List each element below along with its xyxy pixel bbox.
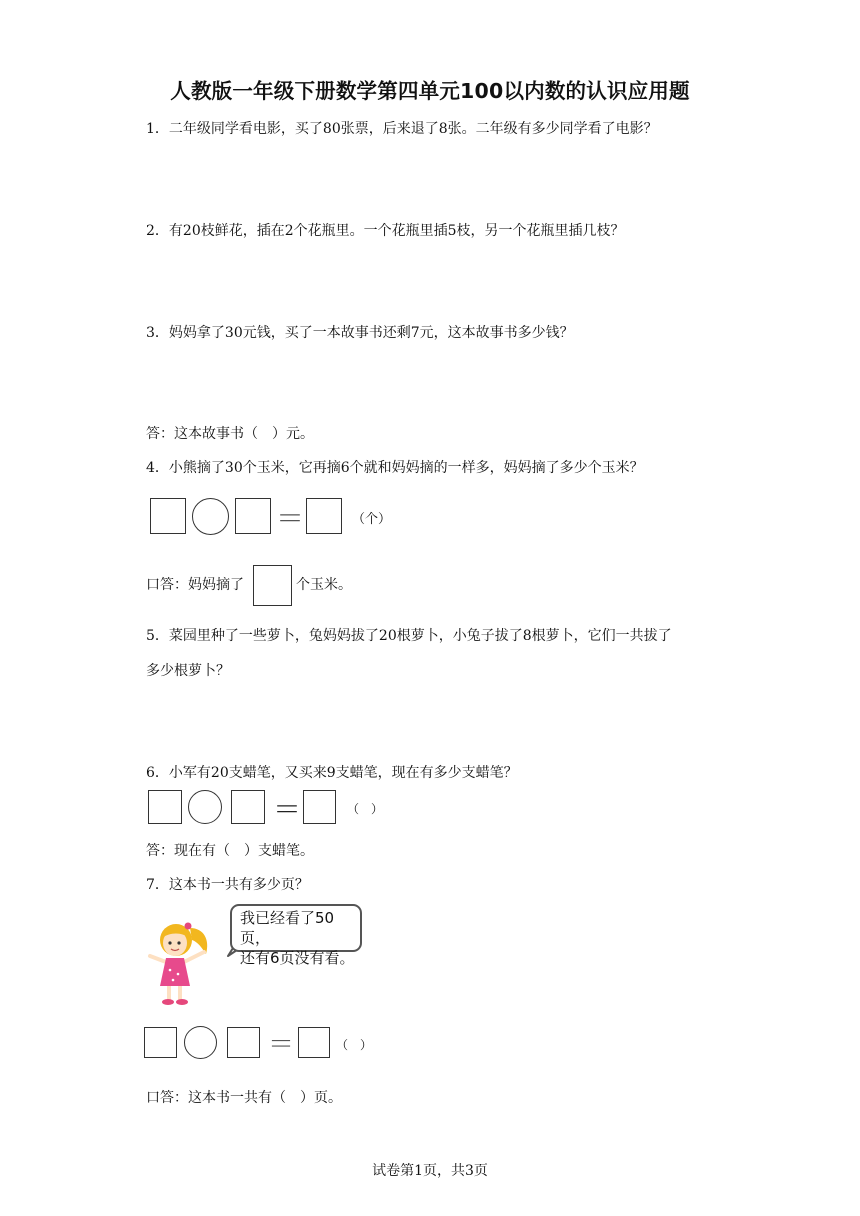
answer-box[interactable] [231,790,265,824]
question-7: 7．这本书一共有多少页？ [146,877,309,893]
operator-circle[interactable] [192,498,229,535]
answer-box[interactable] [148,790,182,824]
answer-box[interactable] [306,498,342,534]
equals-sign: ＝ [273,793,302,826]
answer-box[interactable] [303,790,336,824]
question-2: 2．有20枝鲜花，插在2个花瓶里。一个花瓶里插5枝，另一个花瓶里插几枝？ [146,223,625,239]
hair-icon [190,928,207,954]
question-7-answer: 口答：这本书一共有（ ）页。 [146,1090,342,1106]
operator-circle[interactable] [188,790,222,824]
question-3-answer: 答：这本故事书（ ）元。 [146,426,314,442]
answer-box[interactable] [298,1027,330,1058]
answer-box[interactable] [144,1027,177,1058]
question-6-answer: 答：现在有（ ）支蜡笔。 [146,843,314,859]
unit-label: （ ） [336,1038,373,1052]
unit-label: （个） [352,512,392,527]
question-6: 6．小军有20支蜡笔，又买来9支蜡笔，现在有多少支蜡笔？ [146,765,518,781]
answer-box[interactable] [150,498,186,534]
equals-sign: ＝ [276,502,305,535]
speech-bubble [230,904,362,967]
speech-bubble-line-2: 还有6页没有看。 [240,949,355,967]
girl-illustration [144,914,216,1008]
page-footer: 试卷第1页，共3页 [372,1163,488,1179]
equals-sign: ＝ [268,1030,295,1060]
unit-label: （ ） [347,802,384,816]
page-title: 人教版一年级下册数学第四单元100以内数的认识应用题 [170,79,690,103]
question-1: 1．二年级同学看电影，买了80张票，后来退了8张。二年级有多少同学看了电影？ [146,121,658,137]
question-4: 4．小熊摘了30个玉米，它再摘6个就和妈妈摘的一样多，妈妈摘了多少个玉米？ [146,460,644,476]
answer-box[interactable] [227,1027,260,1058]
operator-circle[interactable] [184,1026,217,1059]
question-4-answer-prefix: 口答：妈妈摘了 [146,577,244,593]
answer-box[interactable] [253,565,292,606]
speech-bubble-line-1: 我已经看了50页， [240,909,335,947]
question-3: 3．妈妈拿了30元钱，买了一本故事书还剩7元，这本故事书多少钱？ [146,325,574,341]
question-4-answer-suffix: 个玉米。 [296,577,352,593]
answer-box[interactable] [235,498,271,534]
question-5-line-1: 5．菜园里种了一些萝卜，兔妈妈拔了20根萝卜，小兔子拔了8根萝卜，它们一共拔了 [146,628,672,644]
question-5-line-2: 多少根萝卜？ [146,663,230,679]
